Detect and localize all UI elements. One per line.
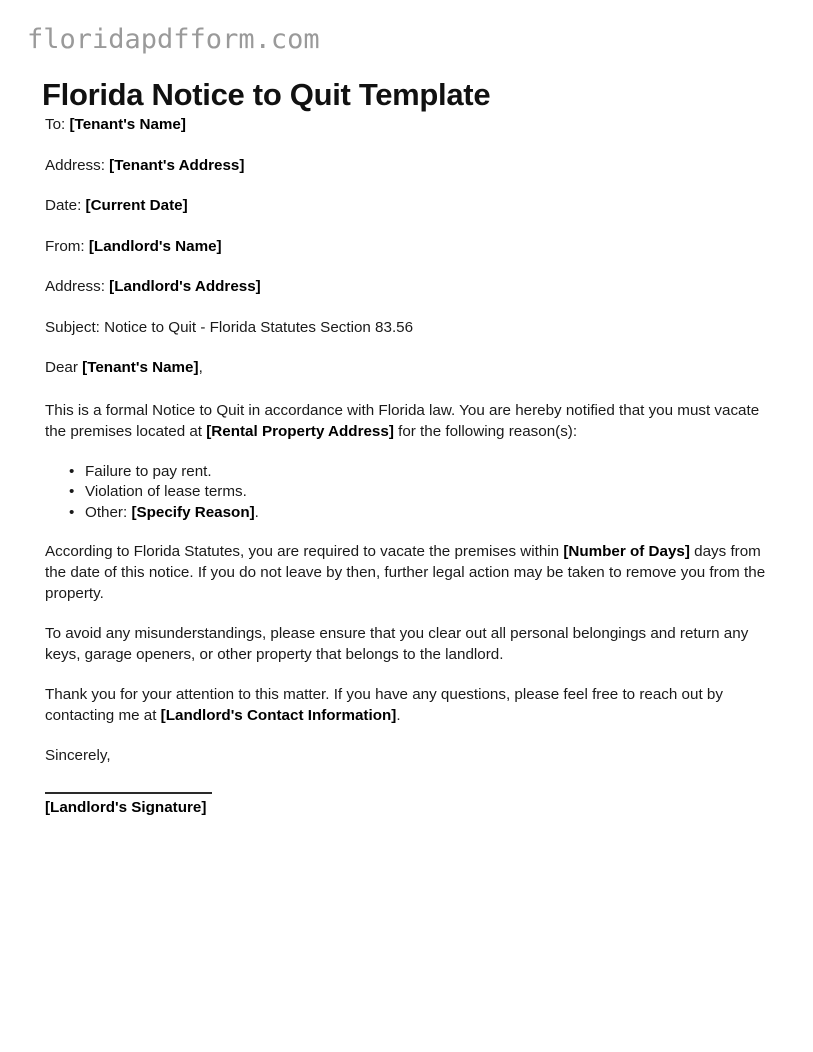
field-value-tenant-address: [Tenant's Address] <box>109 156 245 174</box>
paragraph-4-text-part2: . <box>396 706 401 724</box>
field-row-to <box>45 115 770 136</box>
salutation-tenant-name: [Tenant's Name] <box>82 359 199 377</box>
paragraph-2-text-part1: According to Florida Statutes, you are required to vacate the premises within <box>45 542 564 560</box>
field-label-date: Date: <box>45 197 86 215</box>
reason-text: Other: <box>85 504 132 522</box>
field-value-current-date: [Current Date] <box>85 197 188 215</box>
reasons-list <box>45 462 770 523</box>
paragraph-4-landlord-contact-information: [Landlord's Contact Information] <box>160 706 397 724</box>
list-item <box>85 503 770 523</box>
field-label-landlord-address: Address: <box>45 278 110 296</box>
document-body <box>45 115 770 818</box>
list-item <box>85 482 770 502</box>
paragraph-2-text-part2: days from the date of this notice. If you do not leave by then, further legal action may be taken to remove you from the property. <box>45 542 766 602</box>
reason-text: Failure to pay rent. <box>85 462 212 480</box>
field-row-tenant-address <box>45 156 770 177</box>
body-paragraph-contact <box>45 685 770 727</box>
field-label-tenant-address: Address: <box>45 156 110 174</box>
field-row-landlord-address <box>45 277 770 298</box>
body-paragraph-statutes <box>45 542 770 605</box>
salutation-greeting: Dear <box>45 359 83 377</box>
field-row-date <box>45 196 770 217</box>
salutation-comma: , <box>198 359 203 377</box>
body-paragraph-notice <box>45 401 770 443</box>
paragraph-1-text-part2: for the following reason(s): <box>393 422 578 440</box>
field-label-from: From: <box>45 237 89 255</box>
field-value-landlord-address: [Landlord's Address] <box>109 278 261 296</box>
closing-line: Sincerely, <box>45 746 111 764</box>
paragraph-4-text-part1: Thank you for your attention to this matter. If you have any questions, please feel free to reach out by contacting me at <box>45 685 723 724</box>
page-title: Florida Notice to Quit Template <box>42 76 491 112</box>
signature-line-rule <box>45 792 212 794</box>
list-item <box>85 462 770 482</box>
body-paragraph-belongings: To avoid any misunderstandings, please ensure that you clear out all personal belongings and return any keys, garage openers, or other property that belongs to the landlord. <box>45 624 749 663</box>
paragraph-1-text-part1: This is a formal Notice to Quit in accordance with Florida law. You are hereby notified that you must vacate the premises located at <box>45 401 760 440</box>
field-value-tenant-name: [Tenant's Name] <box>69 116 186 133</box>
reason-suffix: . <box>254 504 259 522</box>
signature-placeholder: [Landlord's Signature] <box>45 799 207 817</box>
site-watermark: floridapdfform.com <box>27 24 320 55</box>
field-value-landlord-name: [Landlord's Name] <box>88 237 222 255</box>
field-row-from <box>45 237 770 258</box>
paragraph-1-rental-property-address: [Rental Property Address] <box>206 422 394 440</box>
field-label-to: To: <box>45 116 70 133</box>
paragraph-2-number-of-days: [Number of Days] <box>563 542 690 560</box>
reason-text: Violation of lease terms. <box>85 483 247 501</box>
salutation-line <box>45 358 770 379</box>
subject-line: Subject: Notice to Quit - Florida Statutes Section 83.56 <box>45 318 414 336</box>
reason-placeholder-specify-reason: [Specify Reason] <box>131 504 255 522</box>
